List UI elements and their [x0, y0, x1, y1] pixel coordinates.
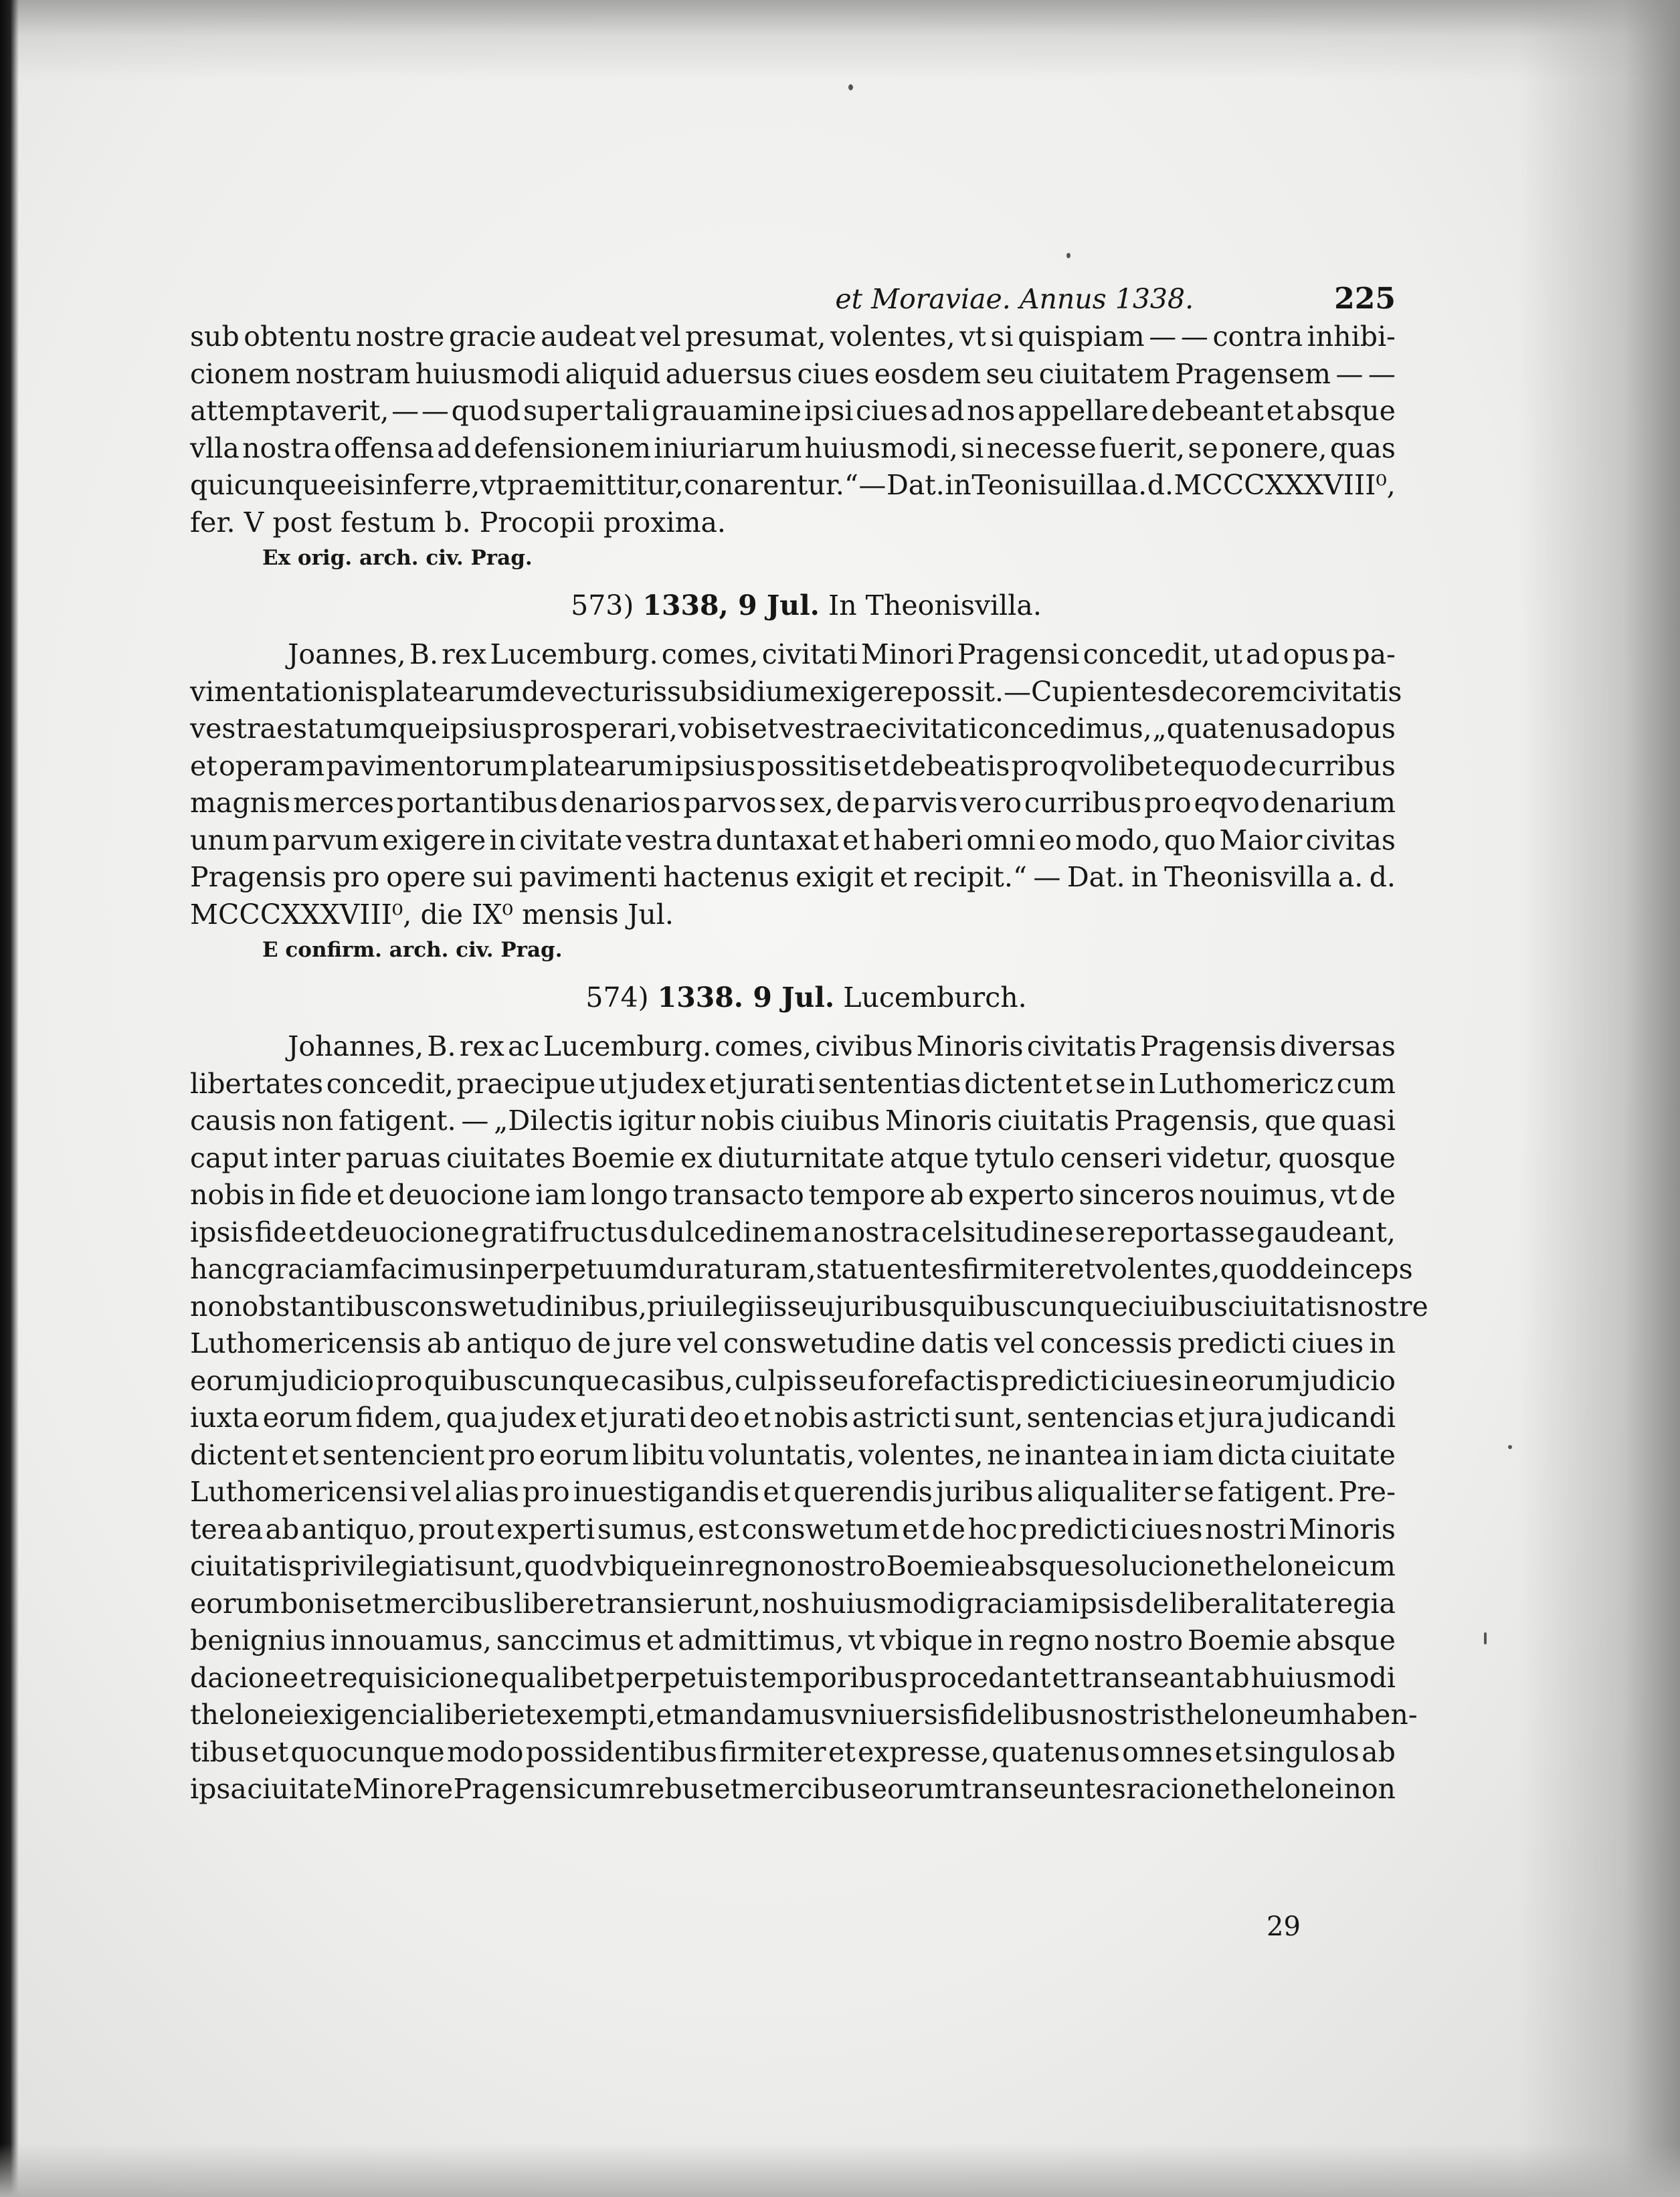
- text-line: benignius innouamus, sanccimus et admittimus, vt vbique in regno nostro Boemie absque: [190, 1624, 1396, 1656]
- scan-speck: [1484, 1632, 1487, 1644]
- running-header: [190, 280, 1396, 318]
- heading-number: 573): [571, 589, 634, 622]
- text-line: Luthomericensis ab antiquo de jure vel conswetudine datis vel concessis predicti ciues in: [190, 1327, 1396, 1359]
- signature-mark: 29: [1267, 1911, 1301, 1942]
- text-line: nobis in fide et deuocione iam longo transacto tempore ab experto sinceros nouimus, vt de: [190, 1179, 1396, 1211]
- page-text: [190, 280, 1428, 1808]
- document-574-body: [190, 1028, 1428, 1808]
- heading-place: Lucemburch.: [843, 981, 1027, 1014]
- text-line: non obstantibus conswetudinibus, priuilegiis seu juribus quibuscunque ciuibus ciuitatis nostre: [190, 1290, 1428, 1323]
- text-line: libertates concedit, praecipue ut judex et jurati sententias dictent et se in Luthomericz cum: [190, 1067, 1396, 1100]
- source-note: Ex orig. arch. civ. Prag.: [262, 546, 533, 570]
- text-line: attemptaverit, — — quod super tali grauamine ipsi ciues ad nos appellare debeant et absque: [190, 395, 1396, 427]
- text-line: thelonei exigencia liberi et exempti, et mandamus vniuersis fidelibus nostris theloneum haben-: [190, 1699, 1418, 1731]
- text-line: Johannes, B. rex ac Lucemburg. comes, civibus Minoris civitatis Pragensis diversas: [288, 1030, 1396, 1062]
- text-line: magnis merces portantibus denarios parvos sex, de parvis vero curribus pro eqvo denarium: [190, 787, 1396, 819]
- text-line: sub obtentu nostre gracie audeat vel presumat, volentes, vt si quispiam — — contra inhibi-: [190, 320, 1396, 353]
- text-line: dictent et sentencient pro eorum libitu voluntatis, volentes, ne inantea in iam dicta ciuitate: [190, 1438, 1396, 1471]
- text-line: Joannes, B. rex Lucemburg. comes, civitati Minori Pragensi concedit, ut ad opus pa-: [288, 638, 1396, 670]
- text-line: Luthomericensi vel alias pro inuestigandis et querendis juribus aliqualiter se fatigent. Pre-: [190, 1476, 1396, 1508]
- text-line: terea ab antiquo, prout experti sumus, est conswetum et de hoc predicti ciues nostri Minoris: [190, 1513, 1396, 1545]
- document-heading-573: [190, 575, 1396, 636]
- heading-place: In Theonisvilla.: [828, 589, 1042, 622]
- text-line: hanc graciam facimus in perpetuum duraturam, statuentes firmiter et volentes, quod deinceps: [190, 1253, 1413, 1285]
- text-line: fer. V post festum b. Procopii proxima.: [190, 506, 726, 539]
- text-line: iuxta eorum fidem, qua judex et jurati deo et nobis astricti sunt, sentencias et jura judicandi: [190, 1402, 1396, 1434]
- text-line: Pragensis pro opere sui pavimenti hactenus exigit et recipit.“ — Dat. in Theonisvilla a. d.: [190, 861, 1396, 893]
- scan-shadow-right: [1519, 0, 1680, 2197]
- text-line: ipsa ciuitate Minore Pragensi cum rebus et mercibus eorum transeuntes racione thelonei non: [190, 1773, 1396, 1805]
- text-line: vimentationis platearum de vecturis subsidium exigere possit. — Cupientes decorem civitatis: [190, 675, 1402, 708]
- scan-speck: [1066, 253, 1070, 258]
- text-line: cionem nostram huiusmodi aliquid aduersus ciues eosdem seu ciuitatem Pragensem — —: [190, 357, 1396, 390]
- heading-date: 1338, 9 Jul.: [642, 589, 820, 622]
- text-line: causis non fatigent. — „Dilectis igitur nobis ciuibus Minoris ciuitatis Pragensis, que quasi: [190, 1105, 1396, 1137]
- text-line: ciuitatis privilegiati sunt, quod vbique in regno nostro Boemie absque solucione thelonei cum: [190, 1550, 1396, 1582]
- text-line: caput inter paruas ciuitates Boemie ex diuturnitate atque tytulo censeri videtur, quosque: [190, 1141, 1396, 1174]
- text-line: ipsis fide et deuocione grati fructus dulcedinem a nostra celsitudine se reportasse gaudeant,: [190, 1216, 1396, 1248]
- document-heading-574: [190, 967, 1396, 1028]
- scan-speck: [1508, 1445, 1512, 1449]
- text-line: eorum judicio pro quibuscunque casibus, culpis seu forefactis predicti ciues in eorum judicio: [190, 1364, 1396, 1397]
- text-line: et operam pavimentorum platearum ipsius possitis et debeatis pro qvolibet equo de curribus: [190, 749, 1396, 782]
- document-572-continuation: [190, 318, 1396, 575]
- scan-shadow-top: [0, 0, 1680, 80]
- heading-number: 574): [585, 981, 649, 1014]
- text-line: vestrae statumque ipsius prosperari, vobis et vestrae civitati concedimus, „quatenus ad opus: [190, 712, 1396, 745]
- text-line: tibus et quocunque modo possidentibus firmiter et expresse, quatenus omnes et singulos ab: [190, 1735, 1396, 1768]
- heading-date: 1338. 9 Jul.: [657, 981, 835, 1014]
- document-573-body: [190, 636, 1402, 967]
- text-line: eorum bonis et mercibus libere transierunt, nos huiusmodi graciam ipsis de liberalitate regia: [190, 1587, 1396, 1620]
- scan-speck: [848, 84, 853, 90]
- source-note: E confirm. arch. civ. Prag.: [262, 938, 563, 962]
- running-title: et Moraviae. Annus 1338.: [835, 283, 1194, 315]
- text-line: MCCCXXXVIII⁰, die IX⁰ mensis Jul.: [190, 898, 674, 931]
- scan-edge-left: [0, 0, 19, 2197]
- text-line: vlla nostra offensa ad defensionem iniuriarum huiusmodi, si necesse fuerit, se ponere, quas: [190, 432, 1396, 464]
- text-line: dacione et requisicione qualibet perpetuis temporibus procedant et transeant ab huiusmodi: [190, 1661, 1396, 1694]
- scan-shadow-bottom: [0, 2143, 1680, 2197]
- text-line: quicunque eis inferre, vt praemittitur, conarentur.“ — Dat. in Teonisuilla a. d. MCCCXXXVIII⁰,: [190, 469, 1396, 501]
- page-number: 225: [1334, 282, 1396, 316]
- text-line: unum parvum exigere in civitate vestra duntaxat et haberi omni eo modo, quo Maior civitas: [190, 824, 1396, 856]
